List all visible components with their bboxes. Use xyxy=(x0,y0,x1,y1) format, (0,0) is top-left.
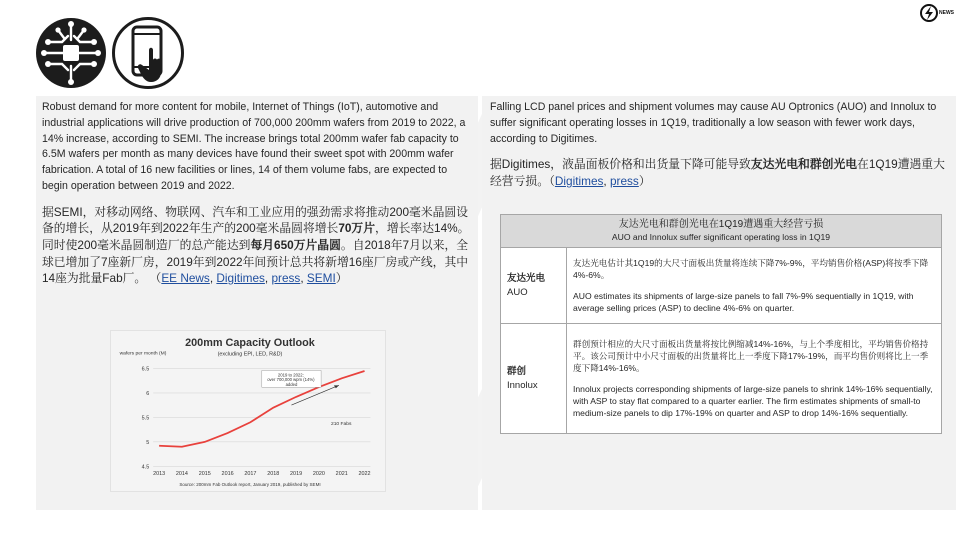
y-tick-label: 5 xyxy=(146,439,150,446)
highlight-700k: 70万片 xyxy=(338,221,376,236)
semi-chinese-paragraph: 据SEMI，对移动网络、物联网、汽车和工业应用的强劲需求将推动200毫米晶圆设备的增长，从2019年到2022年生产的200毫米晶圆将增长70万片，增长率达14%。同时使200毫米晶圆制造厂的总产能达到每月650万片晶圆。自2018年7月以来，全球已增加了7座新厂房，2019年到2022年间预计总共将新增16座厂房或产线，其中14座为批量Fab厂。 （EE News, Digitimes, press, SEMI） xyxy=(42,204,470,286)
circuit-icon xyxy=(34,16,108,90)
x-tick-label: 2015 xyxy=(198,471,211,478)
company-cn: 群创 xyxy=(507,365,527,377)
description-en: AUO estimates its shipments of large-size panels to fall 7%-9% sequentially in 1Q19, with average selling prices (ASP) to decline 4%-6% on quarter. xyxy=(573,291,914,313)
semi-english-paragraph: Robust demand for more content for mobile, Internet of Things (IoT), automotive and industrial applications will drive production of 700,000 200mm wafers from 2019 to 2022, a 14% increase, according to SEMI. The increase brings total 200mm wafer fab capacity to 6.5M wafers per month as many devices have found their sweet spot with 200mm wafer fabrication. A total of 16 new facilities or lines, 14 of them volume fabs, are expected to begin operation between 2019 and 2022. xyxy=(42,101,466,192)
link-press[interactable]: press xyxy=(271,271,301,286)
table-row xyxy=(501,324,942,434)
lcd-chinese-paragraph: 据Digitimes，液晶面板价格和出货量下降可能导致友达光电和群创光电在1Q19遭遇重大经营亏损。（Digitimes, press） xyxy=(490,157,945,188)
logo-text: NEWS xyxy=(939,10,954,16)
link-ee-news[interactable]: EE News xyxy=(161,271,210,286)
link-digitimes[interactable]: Digitimes xyxy=(216,271,265,286)
x-tick-label: 2016 xyxy=(221,471,234,478)
chart-source: Source: 200mm Fab Outlook report, January 2019, published by SEMI xyxy=(179,482,321,488)
capacity-chart-svg xyxy=(111,331,385,491)
x-tick-label: 2013 xyxy=(153,471,166,478)
description-en: Innolux projects corresponding shipments of large-size panels to shrink 14%-16% sequentially, with ASP to stay flat compared to a quarter earlier. The firm estimates shipments of small-to medium-size panels to dip 17%-19% on quarter and ASP to drop 14%-16% sequentially. xyxy=(573,384,933,418)
company-cell-innolux xyxy=(501,324,567,434)
x-tick-label: 2020 xyxy=(312,471,325,478)
company-en: Innolux xyxy=(507,379,538,391)
y-tick-label: 4.5 xyxy=(141,464,150,471)
right-content-panel xyxy=(482,96,956,510)
chart-ylabel: wafers per month (M) xyxy=(119,351,167,357)
x-tick-label: 2019 xyxy=(290,471,303,478)
table-header-row xyxy=(501,215,942,248)
smartphone-touch-icon xyxy=(111,16,185,90)
capacity-outlook-chart xyxy=(110,330,386,492)
link-digitimes-right[interactable]: Digitimes xyxy=(554,173,604,188)
description-cn: 友达光电估计其1Q19的大尺寸面板出货量将连续下降7%-9%，平均销售价格(ASP)将按季下降4%-6%。 xyxy=(573,258,929,280)
chart-title: 200mm Capacity Outlook xyxy=(185,336,315,349)
y-tick-label: 6.5 xyxy=(141,366,150,373)
company-cell-auo xyxy=(501,248,567,324)
x-tick-label: 2018 xyxy=(267,471,280,478)
x-tick-label: 2022 xyxy=(358,471,371,478)
annotation-growth: 2019 to 2022: over 700,000 wpm (14%) added xyxy=(267,372,315,387)
table-header xyxy=(501,215,942,248)
y-tick-label: 6 xyxy=(146,390,150,397)
highlight-6-5m: 每月650万片晶圆 xyxy=(250,237,341,252)
table-row xyxy=(501,248,942,324)
lcd-english-paragraph: Falling LCD panel prices and shipment volumes may cause AU Optronics (AUO) and Innolux to suffer significant operating losses in 1Q19, traditionally a low season with fewer work days, according to Digitimes. xyxy=(490,101,937,145)
annotation-fab-count: 210 Fabs xyxy=(330,421,352,427)
highlight-auo-innolux: 友达光电和群创光电 xyxy=(750,157,858,172)
link-semi[interactable]: SEMI xyxy=(306,271,336,286)
company-en: AUO xyxy=(507,286,528,298)
description-cn: 群创预计相应的大尺寸面板出货量将按比例缩减14%-16%，与上个季度相比，平均销售价格持平。该公司预计中小尺寸面板的出货量将比上一季度下降17%-19%，而平均售价则将比上一季度下降14%-16%。 xyxy=(573,339,929,373)
table-header-cn: 友达光电和群创光电在1Q19遭遇重大经营亏损 xyxy=(618,219,824,230)
x-tick-label: 2014 xyxy=(175,471,188,478)
company-cn: 友达光电 xyxy=(507,272,546,284)
chart-subtitle: (excluding EPI, LED, R&D) xyxy=(217,351,283,358)
description-cell-auo xyxy=(567,248,942,324)
link-press-right[interactable]: press xyxy=(609,173,639,188)
y-tick-label: 5.5 xyxy=(141,415,150,422)
x-tick-label: 2017 xyxy=(244,471,257,478)
x-tick-label: 2021 xyxy=(335,471,348,478)
description-cell-innolux xyxy=(567,324,942,434)
left-content-panel xyxy=(36,96,478,510)
operating-loss-table xyxy=(500,214,942,434)
table-header-en: AUO and Innolux suffer significant operating loss in 1Q19 xyxy=(611,232,831,242)
